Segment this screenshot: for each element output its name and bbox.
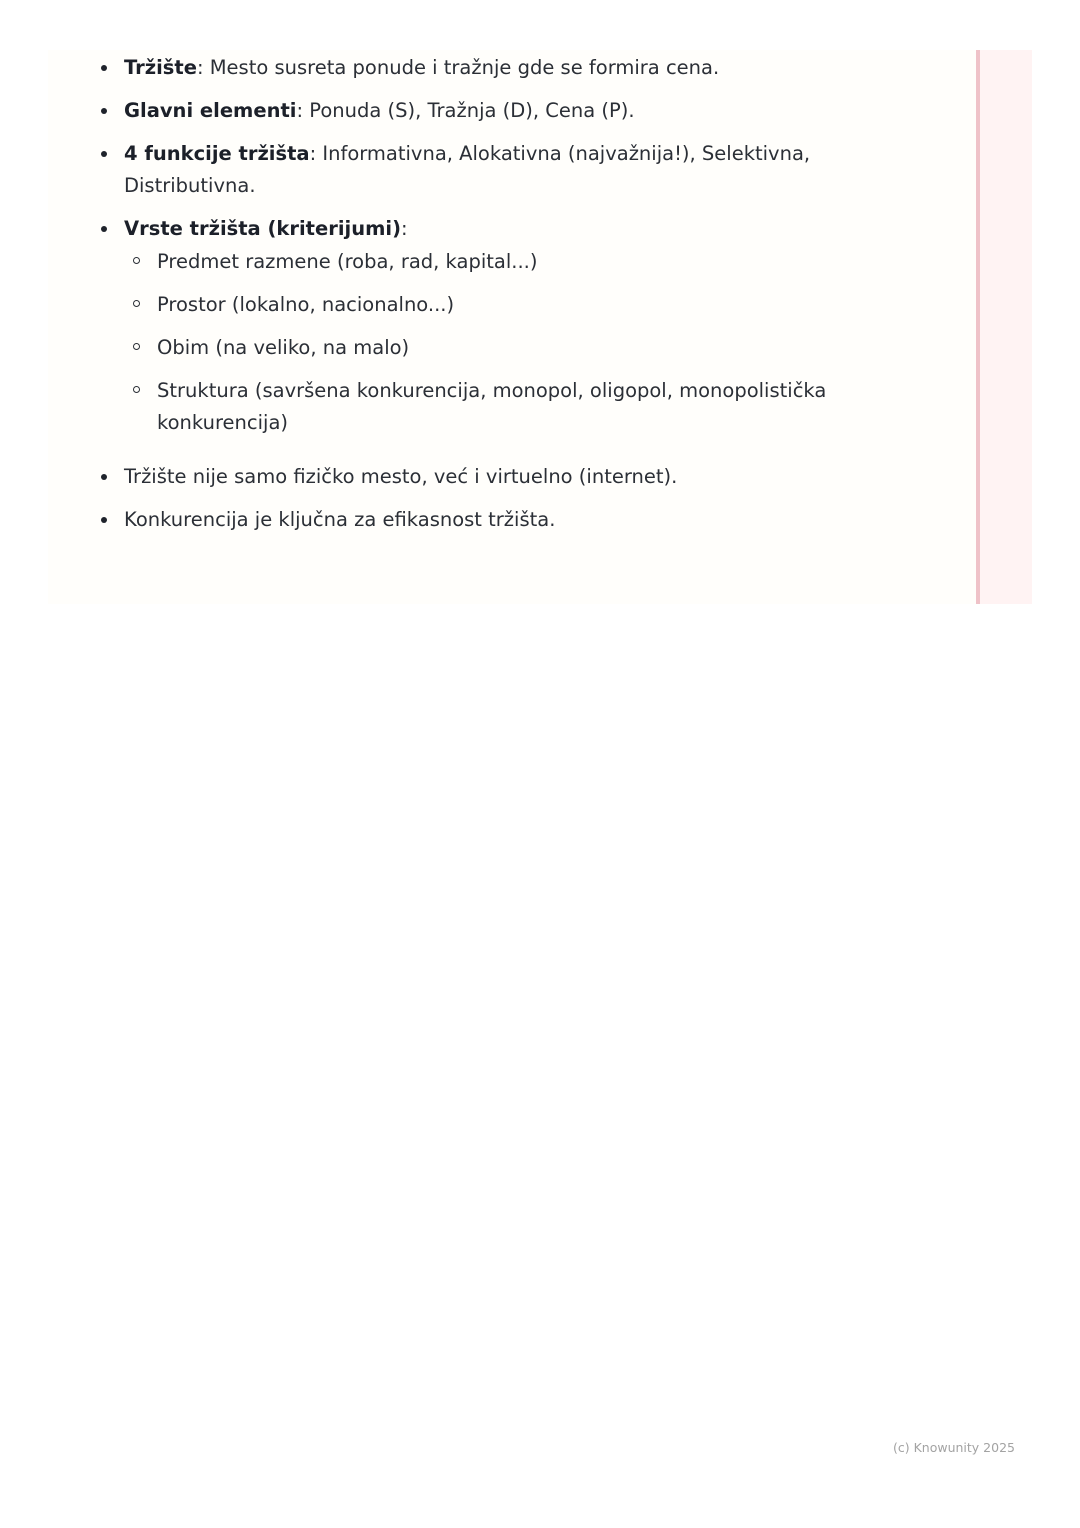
item-text: : Ponuda (S), Tražnja (D), Cena (P). (296, 99, 635, 122)
sub-list (124, 246, 844, 439)
item-text: Konkurencija je ključna za efikasnost tržišta. (124, 508, 556, 531)
item-text: : Mesto susreta ponude i tražnje gde se formira cena. (196, 56, 720, 79)
sub-list-item: Predmet razmene (roba, rad, kapital...) (157, 246, 844, 278)
list-item (124, 504, 844, 536)
bullet-list (76, 52, 844, 536)
item-text: : Informativna, Alokativna (najvažnija!), Selektivna, Distributivna. (124, 142, 811, 197)
list-item (124, 461, 844, 493)
side-accent-panel (976, 50, 1032, 604)
item-text: Tržište nije samo fizičko mesto, već i virtuelno (internet). (124, 465, 678, 488)
list-item (124, 95, 844, 127)
item-term: Tržište (124, 56, 197, 79)
list-item (124, 213, 844, 439)
item-term: Vrste tržišta (kriterijumi) (124, 217, 402, 240)
sub-list-item: Prostor (lokalno, nacionalno...) (157, 289, 844, 321)
item-term: Glavni elementi (124, 99, 297, 122)
sub-list-item: Struktura (savršena konkurencija, monopol, oligopol, monopolistička konkurencija) (157, 375, 844, 439)
list-item (124, 138, 844, 202)
item-term: 4 funkcije tržišta (124, 142, 310, 165)
sub-list-item: Obim (na veliko, na malo) (157, 332, 844, 364)
copyright-footer: (c) Knowunity 2025 (893, 1440, 1015, 1455)
list-item (124, 52, 844, 84)
item-text: : (401, 217, 408, 240)
